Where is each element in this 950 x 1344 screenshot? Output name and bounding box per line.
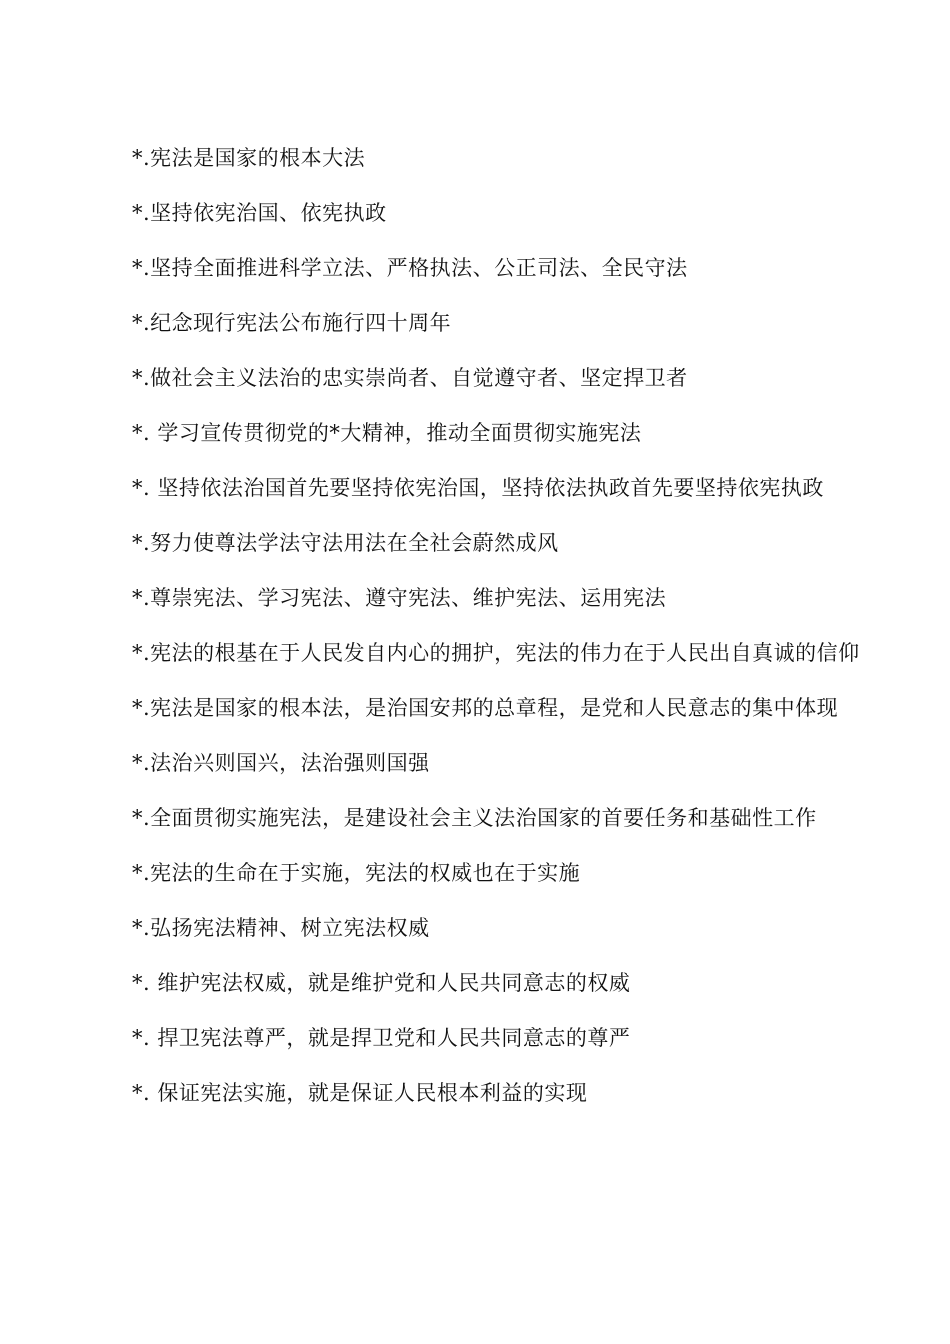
list-item: *.法治兴则国兴，法治强则国强 [132,751,430,775]
list-item: *.坚持全面推进科学立法、严格执法、公正司法、全民守法 [132,256,688,280]
list-item: *.纪念现行宪法公布施行四十周年 [132,311,452,335]
list-item: *.努力使尊法学法守法用法在全社会蔚然成风 [132,531,559,555]
list-item: *.做社会主义法治的忠实崇尚者、自觉遵守者、坚定捍卫者 [132,366,688,390]
list-item: *.宪法的生命在于实施，宪法的权威也在于实施 [132,861,581,885]
list-item: *. 坚持依法治国首先要坚持依宪治国，坚持依法执政首先要坚持依宪执政 [132,476,824,500]
list-item: *.坚持依宪治国、依宪执政 [132,201,387,225]
list-item: *. 维护宪法权威，就是维护党和人民共同意志的权威 [132,971,631,995]
list-item: *.宪法是国家的根本大法 [132,146,366,170]
list-item: *.宪法是国家的根本法，是治国安邦的总章程，是党和人民意志的集中体现 [132,696,839,720]
list-item: *. 捍卫宪法尊严，就是捍卫党和人民共同意志的尊严 [132,1026,631,1050]
list-item: *.全面贯彻实施宪法，是建设社会主义法治国家的首要任务和基础性工作 [132,806,817,830]
list-item: *.弘扬宪法精神、树立宪法权威 [132,916,430,940]
list-item: *.尊崇宪法、学习宪法、遵守宪法、维护宪法、运用宪法 [132,586,667,610]
slogan-list [88,131,868,1121]
list-item: *. 保证宪法实施，就是保证人民根本利益的实现 [132,1081,588,1105]
list-item: *. 学习宣传贯彻党的*大精神，推动全面贯彻实施宪法 [132,421,642,445]
list-item: *.宪法的根基在于人民发自内心的拥护，宪法的伟力在于人民出自真诚的信仰 [132,641,860,665]
